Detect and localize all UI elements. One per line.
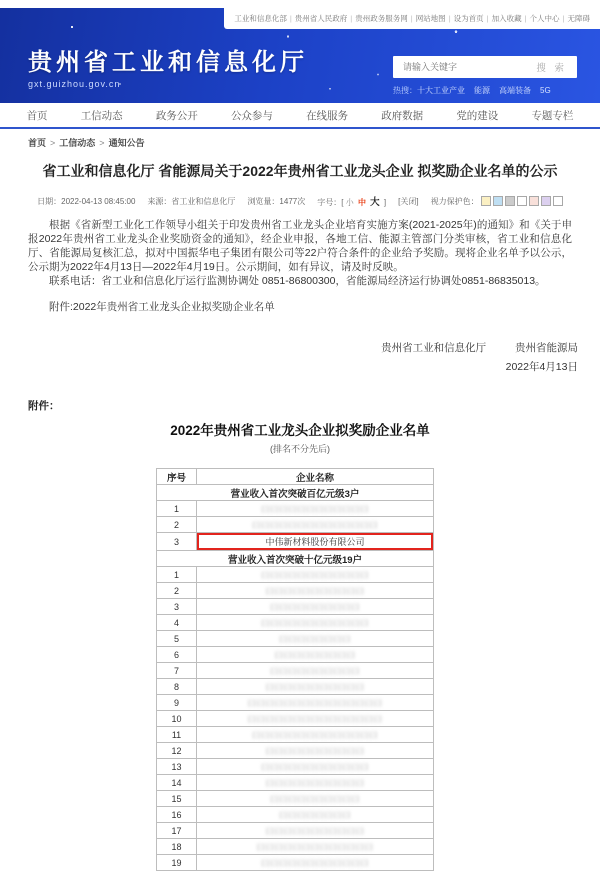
eye-color-swatch[interactable]: [529, 196, 539, 206]
breadcrumb-separator: >: [99, 138, 105, 148]
breadcrumb-item[interactable]: 通知公告: [108, 138, 145, 148]
breadcrumb: [0, 129, 600, 149]
table-row: [157, 517, 434, 533]
eye-color-swatch[interactable]: [481, 196, 491, 206]
nav-item-工信动态[interactable]: 工信动态: [80, 109, 123, 122]
company-name-cell: [197, 711, 434, 727]
nav-item-政务公开[interactable]: 政务公开: [155, 109, 198, 122]
blurred-company-name: 口口口口口口口口口口口口口口口: [247, 697, 383, 708]
search-box: [393, 56, 577, 78]
table-row: [157, 679, 434, 695]
row-number: 8: [157, 679, 197, 695]
hot-search-word[interactable]: 5G: [540, 86, 551, 95]
eye-color-swatch[interactable]: [505, 196, 515, 206]
company-name-cell: [197, 599, 434, 615]
table-row: [157, 711, 434, 727]
table-row: [157, 533, 434, 551]
table-row: [157, 807, 434, 823]
table-section-title: 营业收入首次突破十亿元级19户: [157, 551, 434, 567]
table-row: [157, 615, 434, 631]
table-row: [157, 743, 434, 759]
row-number: 13: [157, 759, 197, 775]
blurred-company-name: 口口口口口口口口口口: [269, 793, 360, 804]
table-section-title: 营业收入首次突破百亿元级3户: [157, 485, 434, 501]
hot-search-word[interactable]: 高端装备: [499, 86, 531, 95]
company-name-cell: [197, 759, 434, 775]
table-section-row: [157, 485, 434, 501]
company-name-cell: [197, 501, 434, 517]
nav-item-党的建设[interactable]: 党的建设: [456, 109, 499, 122]
company-name-cell: [197, 775, 434, 791]
top-link[interactable]: 网站地图: [415, 14, 446, 23]
close-button[interactable]: [关闭]: [398, 196, 419, 206]
site-banner: [0, 8, 600, 103]
row-number: 15: [157, 791, 197, 807]
table-row: [157, 647, 434, 663]
nav-item-首页[interactable]: 首页: [26, 109, 48, 122]
table-row: [157, 599, 434, 615]
blurred-company-name: 口口口口口口口口口口口口: [260, 761, 369, 772]
blurred-company-name: 口口口口口口口口: [278, 809, 351, 820]
font-size-label: 字号：[: [317, 198, 344, 207]
table-row: [157, 663, 434, 679]
table-title: 2022年贵州省工业龙头企业拟奖励企业名单: [170, 423, 430, 438]
eye-color-swatch[interactable]: [541, 196, 551, 206]
blurred-company-name: 口口口口口口口口口口口口: [260, 857, 369, 868]
table-row: [157, 727, 434, 743]
row-number: 4: [157, 615, 197, 631]
row-number: 18: [157, 839, 197, 855]
company-name-cell: [197, 583, 434, 599]
row-number: 6: [157, 647, 197, 663]
eye-protect-control: [431, 196, 563, 207]
company-name-cell: [197, 647, 434, 663]
breadcrumb-item[interactable]: 首页: [28, 138, 47, 148]
highlighted-company-name: 中伟新材料股份有限公司: [197, 533, 433, 550]
row-number: 14: [157, 775, 197, 791]
table-row: [157, 695, 434, 711]
link-separator: |: [486, 14, 489, 23]
blurred-company-name: 口口口口口口口口口口口口口口: [251, 729, 378, 740]
row-number: 19: [157, 855, 197, 871]
blurred-company-name: 口口口口口口口口口口口: [265, 681, 365, 692]
top-link[interactable]: 个人中心: [529, 14, 560, 23]
search-area: [393, 56, 577, 96]
row-number: 3: [157, 533, 197, 551]
hot-search-line: [393, 85, 577, 96]
row-number: 2: [157, 583, 197, 599]
row-number: 10: [157, 711, 197, 727]
font-small-button[interactable]: 小: [345, 198, 354, 207]
search-input[interactable]: [393, 62, 526, 72]
table-row: [157, 567, 434, 583]
company-name-cell: [197, 567, 434, 583]
eye-color-swatch[interactable]: [493, 196, 503, 206]
blurred-company-name: 口口口口口口口口口口口口: [260, 503, 369, 514]
company-name-cell: [197, 727, 434, 743]
nav-item-政府数据[interactable]: 政府数据: [381, 109, 424, 122]
row-number: 5: [157, 631, 197, 647]
signature-orgs: [0, 340, 578, 355]
row-number: 9: [157, 695, 197, 711]
nav-item-公众参与[interactable]: 公众参与: [230, 109, 273, 122]
top-link[interactable]: 无障碍: [567, 14, 590, 23]
company-name-cell: [197, 823, 434, 839]
table-section-row: [157, 551, 434, 567]
row-number: 1: [157, 501, 197, 517]
meta-source: 来源：省工业和信息化厅: [147, 196, 236, 206]
blurred-company-name: 口口口口口口口口口口口口: [260, 569, 369, 580]
top-link[interactable]: 贵州政务服务网: [355, 14, 408, 23]
blurred-company-name: 口口口口口口口口口: [274, 649, 356, 660]
table-row: [157, 583, 434, 599]
row-number: 11: [157, 727, 197, 743]
table-row: [157, 775, 434, 791]
table-subtitle: (排名不分先后): [270, 444, 330, 454]
blurred-company-name: 口口口口口口口口口口口: [265, 825, 365, 836]
site-url: gxt.guizhou.gov.cn: [28, 79, 121, 89]
row-number: 7: [157, 663, 197, 679]
blurred-company-name: 口口口口口口口口口口口: [265, 585, 365, 596]
company-name-cell: [197, 533, 434, 551]
link-separator: |: [562, 14, 565, 23]
blurred-company-name: 口口口口口口口口口口口口: [260, 617, 369, 628]
table-row: [157, 823, 434, 839]
paragraph: 联系电话：省工业和信息化厅运行监测协调处 0851-86800300，省能源局经济运行协调处0851-86835013。: [49, 275, 546, 287]
blurred-company-name: 口口口口口口口口口口: [269, 665, 360, 676]
row-number: 12: [157, 743, 197, 759]
signature-date: 2022年4月13日: [505, 361, 578, 373]
row-number: 3: [157, 599, 197, 615]
company-name-cell: [197, 615, 434, 631]
link-separator: |: [524, 14, 527, 23]
eye-protect-label: 视力保护色：: [430, 196, 479, 206]
table-row: [157, 839, 434, 855]
hot-search-word[interactable]: 能源: [474, 86, 490, 95]
table-row: [157, 631, 434, 647]
row-number: 1: [157, 567, 197, 583]
blurred-company-name: 口口口口口口口口口口口口口口口: [247, 713, 383, 724]
company-name-cell: [197, 679, 434, 695]
table-row: [157, 759, 434, 775]
table-row: [157, 855, 434, 871]
nav-item-专题专栏[interactable]: 专题专栏: [531, 109, 574, 122]
table-header-row: [157, 469, 434, 485]
appendix-label: 附件：: [28, 400, 60, 412]
paragraph: 根据《省新型工业化工作领导小组关于印发贵州省工业龙头企业培育实施方案(2021-2025年)的通知》和《关于申报2022年贵州省工业龙头企业奖励资金的通知》，经企业申报，各地工信、能源主管部门分类审核，省工业和信息化厅、省能源局复核汇总，拟对中国振华电子集团有限公司等22户符合条件的企业给予奖励。现将企业名单予以公示，公示期为2022年4月13日—2022年4月19日。公示期间，如有异议，请及时反映。: [28, 219, 572, 273]
top-links-bar: [224, 8, 600, 29]
font-medium-button[interactable]: 中: [357, 198, 366, 207]
table-row: [157, 791, 434, 807]
meta-date: 日期：2022-04-13 08:45:00: [37, 196, 136, 206]
row-number: 2: [157, 517, 197, 533]
eye-color-swatch[interactable]: [553, 196, 563, 206]
meta-views: 浏览量：1477次: [247, 196, 306, 206]
table-row: [157, 501, 434, 517]
top-link[interactable]: 加入收藏: [491, 14, 522, 23]
attachment-link[interactable]: 附件:2022年贵州省工业龙头企业拟奖励企业名单: [49, 301, 275, 313]
site-name: 贵州省工业和信息化厅: [28, 49, 308, 76]
col-header-no: 序号: [157, 469, 197, 485]
search-button[interactable]: 搜 索: [536, 63, 567, 74]
page-title: 省工业和信息化厅 省能源局关于2022年贵州省工业龙头企业 拟奖励企业名单的公示: [42, 163, 558, 179]
company-name-cell: [197, 663, 434, 679]
company-name-cell: [197, 791, 434, 807]
breadcrumb-separator: >: [50, 138, 56, 148]
row-number: 17: [157, 823, 197, 839]
top-link[interactable]: 工业和信息化部: [234, 14, 287, 23]
blurred-company-name: 口口口口口口口口口口口: [265, 745, 365, 756]
award-enterprise-table: [156, 468, 434, 871]
company-name-cell: [197, 743, 434, 759]
top-white-strip: [0, 0, 600, 8]
font-large-button[interactable]: 大: [370, 197, 380, 208]
company-name-cell: [197, 807, 434, 823]
hot-search-word[interactable]: 十大工业产业: [417, 86, 465, 95]
link-separator: |: [350, 14, 353, 23]
company-name-cell: [197, 517, 434, 533]
eye-color-swatches: [481, 196, 563, 206]
top-link[interactable]: 贵州省人民政府: [294, 14, 348, 23]
link-separator: |: [410, 14, 413, 23]
hot-search-label: 热搜：: [393, 86, 417, 95]
company-name-cell: [197, 855, 434, 871]
font-size-bracket: ]: [383, 198, 387, 207]
link-separator: |: [448, 14, 451, 23]
nav-item-在线服务[interactable]: 在线服务: [306, 109, 349, 122]
company-name-cell: [197, 839, 434, 855]
blurred-company-name: 口口口口口口口口口口: [269, 601, 360, 612]
blurred-company-name: 口口口口口口口口口口口: [265, 777, 365, 788]
eye-color-swatch[interactable]: [517, 196, 527, 206]
row-number: 16: [157, 807, 197, 823]
blurred-company-name: 口口口口口口口口口口口口口口: [251, 519, 378, 530]
col-header-name: 企业名称: [197, 469, 434, 485]
site-logo: [28, 42, 308, 89]
signature-block: [0, 340, 600, 374]
signature-org-1: 贵州省工业和信息化厅: [381, 342, 487, 354]
top-link[interactable]: 设为首页: [453, 14, 484, 23]
main-nav: [0, 103, 600, 129]
blurred-company-name: 口口口口口口口口口口口口口: [256, 841, 374, 852]
blurred-company-name: 口口口口口口口口: [278, 633, 351, 644]
article-body: [28, 218, 572, 288]
company-name-cell: [197, 695, 434, 711]
article-meta: [0, 194, 600, 208]
company-name-cell: [197, 631, 434, 647]
link-separator: |: [289, 14, 292, 23]
font-size-control: [317, 194, 386, 208]
signature-org-2: 贵州省能源局: [515, 342, 578, 354]
breadcrumb-item[interactable]: 工信动态: [59, 138, 96, 148]
